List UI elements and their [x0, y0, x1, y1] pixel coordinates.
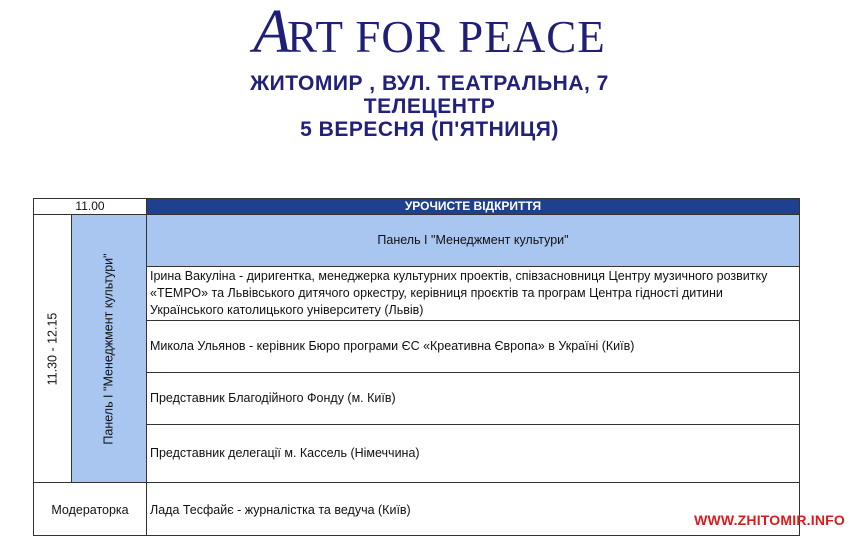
moderator-name: Лада Тесфайє - журналістка та ведуча (Київ)	[150, 502, 411, 517]
panel-heading: Панель І "Менеджмент культури"	[377, 233, 569, 247]
moderator-label: Модераторка	[34, 483, 147, 536]
event-venue: ТЕЛЕЦЕНТР	[363, 95, 496, 118]
event-address: ЖИТОМИР , ВУЛ. ТЕАТРАЛЬНА, 7	[250, 72, 609, 95]
event-title	[0, 0, 859, 66]
speaker-row	[147, 373, 799, 425]
speaker-row	[147, 321, 799, 373]
speaker-text: Представник делегації м. Кассель (Німеччина)	[150, 446, 420, 460]
opening-label: УРОЧИСТЕ ВІДКРИТТЯ	[147, 199, 799, 215]
panel-heading-cell	[147, 215, 799, 267]
panel-side-label: Панель І "Менеджмент культури"	[101, 252, 116, 445]
speaker-text: Ірина Вакуліна - диригентка, менеджерка культурних проектів, співзасновниця Центру музичного розвитку «ТЕМРО» та Львівського дитячого оркестру, керівниця проєктів та програм Центра гідності дитини Українського католицького університету (Львів)	[150, 269, 768, 317]
moderator-cell	[147, 483, 799, 536]
speaker-text: Представник Благодійного Фонду (м. Київ)	[150, 391, 396, 405]
event-title-initial: A	[253, 0, 288, 66]
opening-time: 11.00	[34, 199, 147, 215]
panel-time: 11.30 - 12.15	[45, 312, 59, 385]
event-date: 5 ВЕРЕСНЯ (П'ЯТНИЦЯ)	[300, 118, 559, 141]
speaker-row	[147, 425, 799, 483]
watermark: WWW.ZHITOMIR.INFO	[694, 512, 845, 528]
schedule-table	[33, 198, 800, 536]
speaker-row	[147, 267, 799, 321]
panel-time-cell	[34, 215, 72, 483]
event-title-rest: RT FOR PEACE	[287, 12, 606, 62]
panel-side-cell	[72, 215, 147, 483]
speaker-text: Микола Ульянов - керівник Бюро програми ЄС «Креативна Європа» в Україні (Київ)	[150, 339, 635, 353]
